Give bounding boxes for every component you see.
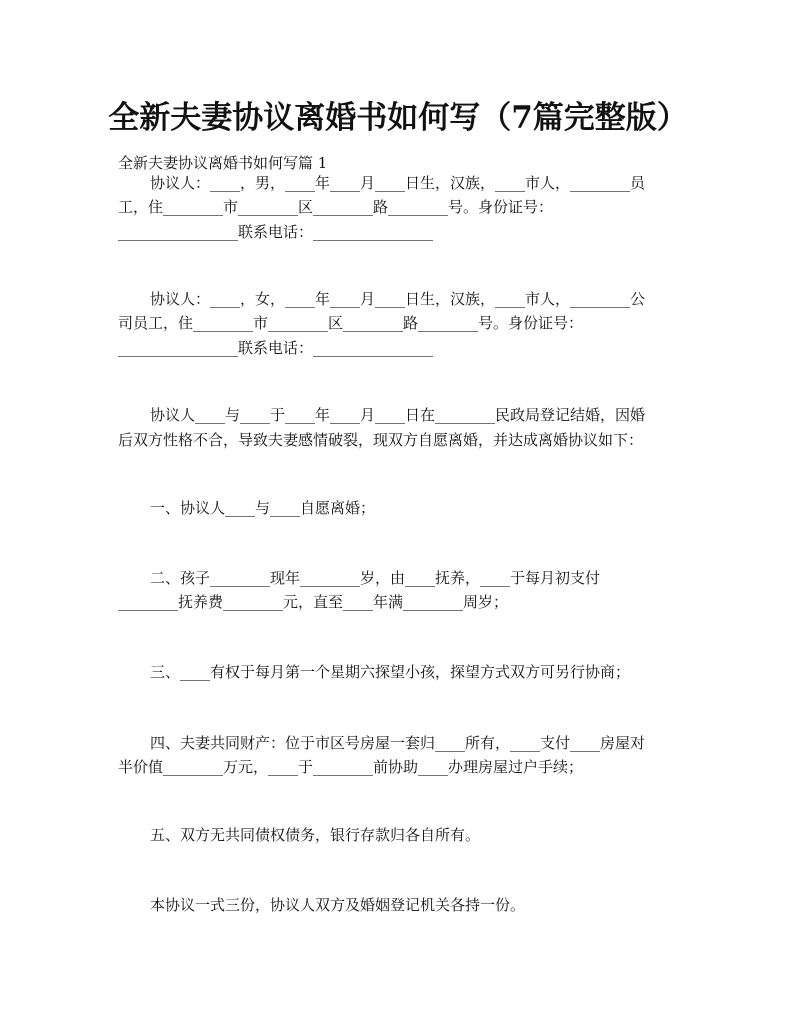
paragraph-line: 工，住________市________区________路________号。身份证号： [118,198,554,216]
clause-line: 五、双方无共同债权债务，银行存款归各自所有。 [150,826,481,844]
clause-line: 半价值________万元，____于________前协助____办理房屋过户手续； [118,758,584,776]
paragraph-line: 协议人____与____于____年____月____日在________民政局登记结婚，因婚 [150,406,646,424]
clause-line: 一、协议人____与____自愿离婚； [150,499,376,517]
clause-line: ________抚养费________元，直至____年满________周岁； [118,593,509,611]
clause-line: 二、孩子________现年________岁，由____抚养，____于每月初支付 [150,569,601,587]
paragraph-line: 后双方性格不合，导致夫妻感情破裂，现双方自愿离婚，并达成离婚协议如下： [118,431,644,449]
paragraph-line: ________________联系电话：________________ [118,223,434,241]
clause-line: 四、夫妻共同财产：位于市区号房屋一套归____所有，____支付____房屋对 [150,734,646,752]
document-subtitle: 全新夫妻协议离婚书如何写篇 1 [118,154,328,172]
paragraph-line: ________________联系电话：________________ [118,339,434,357]
paragraph-line: 司员工，住________市________区________路________号。身份证号： [118,314,584,332]
document-title: 全新夫妻协议离婚书如何写（7篇完整版） [108,100,688,136]
paragraph-line: 协议人：____，女，____年____月____日生，汉族，____市人，________公 [150,290,646,308]
closing-line: 本协议一式三份，协议人双方及婚姻登记机关各持一份。 [150,896,526,914]
clause-line: 三、____有权于每月第一个星期六探望小孩，探望方式双方可另行协商； [150,663,631,681]
paragraph-line: 协议人：____，男，____年____月____日生，汉族，____市人，________员 [150,174,646,192]
